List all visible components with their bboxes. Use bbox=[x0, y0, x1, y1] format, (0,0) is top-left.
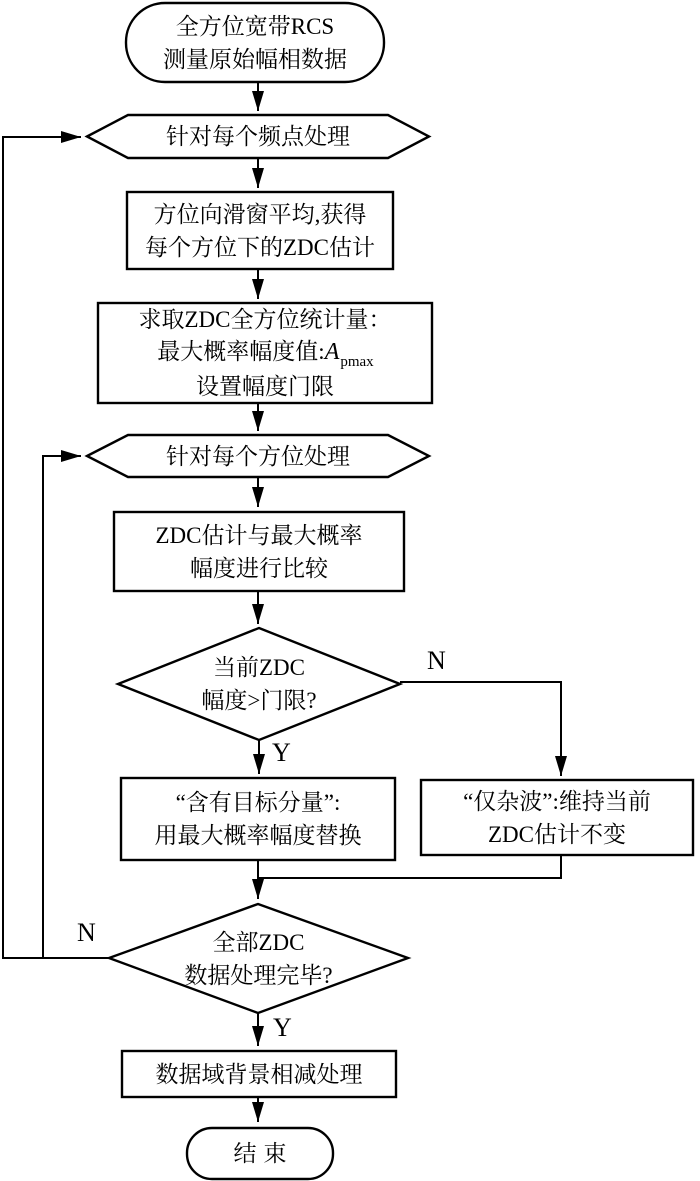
end-node-label: 结束 bbox=[233, 1141, 294, 1166]
azimuth-loop-label: 针对每个方位处理 bbox=[166, 443, 350, 469]
done-label-line1: 全部ZDC bbox=[212, 929, 305, 955]
threshold-no-label: N bbox=[427, 646, 446, 675]
start-node bbox=[126, 3, 384, 82]
threshold-yes-label: Y bbox=[272, 738, 291, 767]
start-node-label-line1: 全方位宽带RCS bbox=[175, 13, 335, 39]
clutter-branch-label-line2: ZDC估计不变 bbox=[488, 821, 626, 847]
sliding-avg-label-line2: 每个方位下的ZDC估计 bbox=[145, 234, 375, 260]
freq-loop-label: 针对每个频点处理 bbox=[166, 124, 350, 149]
stats-label-line1: 求取ZDC全方位统计量： bbox=[138, 306, 392, 332]
start-node-label-line2: 测量原始幅相数据 bbox=[163, 46, 347, 72]
background-subtract-node bbox=[122, 1051, 396, 1097]
done-decision-node bbox=[109, 904, 408, 1013]
target-branch-node bbox=[121, 778, 395, 860]
stats-node bbox=[98, 303, 432, 403]
sliding-avg-node bbox=[127, 192, 393, 269]
edge-threshold-no bbox=[400, 682, 561, 776]
edge-done-no-outer-loop bbox=[3, 137, 110, 958]
threshold-label-line2: 幅度>门限? bbox=[201, 688, 317, 713]
stats-amplitude-subscript: pmax bbox=[340, 353, 374, 370]
compare-label-line2: 幅度进行比较 bbox=[190, 555, 328, 581]
target-branch-label-line2: 用最大概率幅度替换 bbox=[154, 823, 362, 848]
stats-label-line2-prefix: 最大概率幅度值: bbox=[157, 338, 325, 364]
compare-label-line1: ZDC估计与最大概率 bbox=[155, 522, 363, 548]
clutter-branch-label-line1: “仅杂波”:维持当前 bbox=[463, 788, 651, 814]
threshold-label-line1: 当前ZDC bbox=[213, 655, 305, 680]
edge-inner-loop-to-azimuth bbox=[43, 456, 81, 958]
compare-node bbox=[114, 512, 404, 591]
stats-label-line3: 设置幅度门限 bbox=[196, 373, 334, 399]
target-branch-label-line1: “含有目标分量”: bbox=[175, 790, 341, 815]
background-subtract-label: 数据域背景相减处理 bbox=[155, 1061, 363, 1087]
done-no-label: N bbox=[77, 918, 96, 947]
stats-label-line2 bbox=[157, 336, 372, 371]
clutter-branch-node bbox=[421, 780, 693, 855]
done-yes-label: Y bbox=[273, 1013, 292, 1042]
done-label-line2: 数据处理完毕? bbox=[184, 962, 333, 988]
azimuth-loop-node bbox=[87, 435, 429, 477]
sliding-avg-label-line1: 方位向滑窗平均,获得 bbox=[153, 201, 367, 227]
end-node bbox=[187, 1128, 333, 1179]
stats-amplitude-variable: A bbox=[324, 338, 340, 365]
threshold-decision-node bbox=[118, 628, 400, 740]
freq-loop-node bbox=[87, 115, 429, 158]
